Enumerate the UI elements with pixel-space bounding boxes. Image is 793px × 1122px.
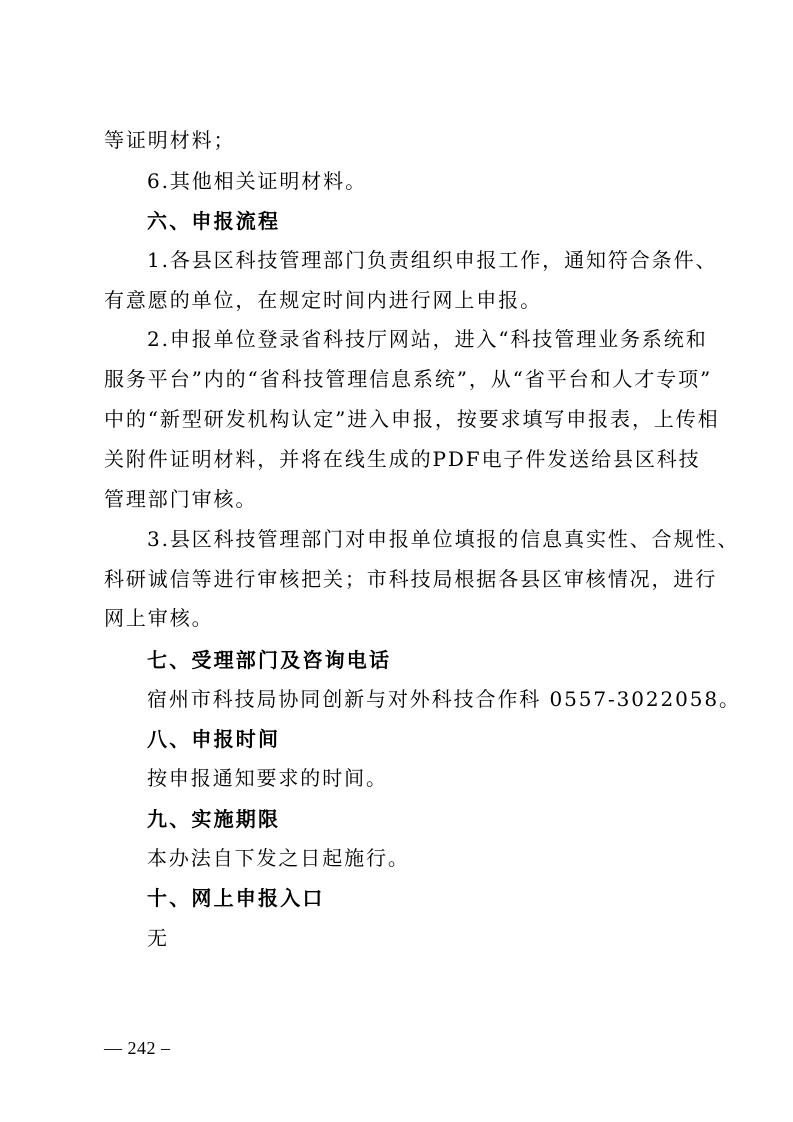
body-text-line: 3.县区科技管理部门对申报单位填报的信息真实性、合规性、 <box>147 527 740 551</box>
body-text-line: 无 <box>147 926 169 950</box>
body-text-line: 2.申报单位登录省科技厅网站，进入“科技管理业务系统和 <box>147 327 708 351</box>
body-text-line: 中的“新型研发机构认定”进入申报，按要求填写申报表，上传相 <box>104 407 720 431</box>
body-text-line: 网上审核。 <box>104 606 214 630</box>
body-text-line: 有意愿的单位，在规定时间内进行网上申报。 <box>104 288 542 312</box>
body-text-line: 6.其他相关证明材料。 <box>147 169 367 193</box>
section-heading: 八、申报时间 <box>147 727 281 751</box>
page-number: — 242 – <box>104 1038 171 1058</box>
body-text-line: 关附件证明材料，并将在线生成的PDF电子件发送给县区科技 <box>104 447 701 471</box>
section-heading: 九、实施期限 <box>147 807 281 831</box>
body-text-line: 科研诚信等进行审核把关；市科技局根据各县区审核情况，进行 <box>104 567 718 591</box>
body-text-line: 1.各县区科技管理部门负责组织申报工作，通知符合条件、 <box>147 248 718 272</box>
body-text-line: 服务平台”内的“省科技管理信息系统”，从“省平台和人才专项” <box>104 367 713 391</box>
section-heading: 六、申报流程 <box>147 209 281 233</box>
body-text-line: 本办法自下发之日起施行。 <box>147 846 410 870</box>
section-heading: 十、网上申报入口 <box>147 886 325 910</box>
body-text-line: 宿州市科技局协同创新与对外科技合作科 0557-3022058。 <box>147 687 741 711</box>
section-heading: 七、受理部门及咨询电话 <box>147 648 392 672</box>
body-text-line: 按申报通知要求的时间。 <box>147 766 388 790</box>
body-text-line: 等证明材料； <box>104 128 236 152</box>
body-text-line: 管理部门审核。 <box>104 487 258 511</box>
